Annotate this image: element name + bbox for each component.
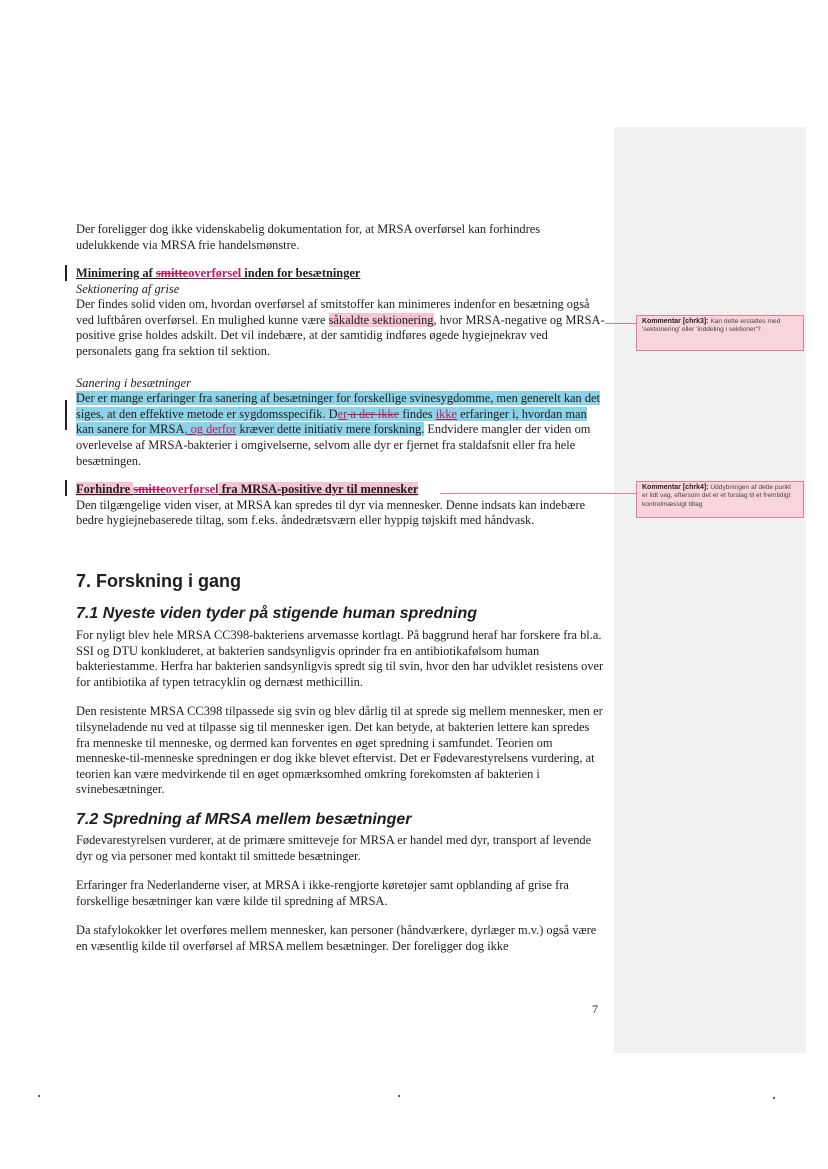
subheading-sanering: Sanering i besætninger [76,375,191,390]
comment-label: Kommentar [chrk3]: [642,318,709,325]
section-heading: Forhindre smitteoverførsel fra MRSA-positive dyr til mennesker [76,482,419,496]
intro-text: Der foreligger dog ikke videnskabelig dokumentation for, at MRSA overførsel kan forhindres udelukkende via MRSA frie handelsmønstre. [76,222,541,252]
subheading-sektionering: Sektionering af grise [76,281,180,296]
paragraph: Den resistente MRSA CC398 tilpassede sig svin og blev dårlig til at sprede sig mellem mennesker, men er tilsyneladende nu ved at tilpasse sig til mennesker igen. Det kan betyde, at bakterien lettere kan spredes fra menneske til menneske, og dermed kan forventes en øget spredning i samfundet. Teorien om menneske-til-menneske spredningen er dog ikke blevet eftervist. Det er Fødevarestyrelsens vurdering, at teorien kan være medvirkende til en øget opmærksomhed omkring forekomsten af bakterien i svinebesætninger. [76,704,603,797]
comment-label: Kommentar [chrk4]: [642,484,709,491]
scan-speck [773,1097,775,1099]
section-title-7-2: 7.2 Spredning af MRSA mellem besætninger [76,811,412,828]
section-minimering [76,266,606,469]
page-number: 7 [592,1002,598,1016]
paragraph: Fødevarestyrelsen vurderer, at de primære smitteveje for MRSA er handel med dyr, transport af levende dyr og via personer med kontakt til smittede besætninger. [76,833,592,863]
scan-speck [38,1095,40,1097]
scan-speck [398,1095,400,1097]
comment-connector [440,493,636,494]
comment-balloon[interactable] [636,481,804,518]
chapter-title: 7. Forskning i gang [76,571,242,591]
comment-text: Uddybningen af dette punkt er lidt vag, eftersom det er et forslag til et fremtidigt kontrolmæssigt tiltag [642,484,792,508]
section-7-2 [76,833,606,955]
change-bar [65,400,67,430]
paragraph-forhindre: Den tilgængelige viden viser, at MRSA kan spredes til dyr via mennesker. Denne indsats kan indebære bedre hygiejnebaserede tiltag, som f.eks. åndedrætsværn eller hyppig tøjskift med håndvask. [76,497,586,528]
section-title-7-1: 7.1 Nyeste viden tyder på stigende human spredning [76,605,477,622]
comment-connector [605,323,636,324]
section-7-1 [76,628,606,798]
paragraph: Erfaringer fra Nederlanderne viser, at MRSA i ikke-rengjorte køretøjer samt opblanding af grise fra forskellige besætninger kan være kilde til spredning af MRSA. [76,878,569,908]
paragraph: Da stafylokokker let overføres mellem mennesker, kan personer (håndværkere, dyrlæger m.v.) også være en væsentlig kilde til overførsel af MRSA mellem besætninger. Der foreligger dog ikke [76,923,597,953]
change-bar [65,480,67,496]
comment-text: Kan dette erstattes med 'sektionering' eller 'inddeling i sektioner'? [642,318,781,334]
paragraph: For nyligt blev hele MRSA CC398-bakteriens arvemasse kortlagt. På baggrund heraf har forskere fra bl.a. SSI og DTU konkluderet, at bakterien sandsynligvis oprinder fra en antibiotikafølsom human bakteriestamme. Herfra har bakterien sandsynligvis spredt sig til svin, hvor den har udviklet resistens over for antibiotika af typen tetracyklin og dernæst methicillin. [76,628,604,689]
section-forhindre [76,482,606,529]
change-bar [65,265,67,281]
comment-balloon[interactable] [636,315,804,351]
section-heading: Minimering af smitteoverførsel inden for besætninger [76,266,361,280]
paragraph-sanering: Der er mange erfaringer fra sanering af besætninger for forskellige svinesygdomme, men generelt kan det siges, at den effektive metode er sygdomsspecifik. Der a der ikke findes ikke erfaringer i, hvordan man kan sanere for MRSA, og derfor kræver dette initiativ mere forskning. Endvidere mangler der viden om overlevelse af MRSA-bakterier i omgivelserne, selvom alle dyr er fjernet fra staldafsnit eller fra hele besætningen. [76,391,600,468]
comment-margin-panel [614,127,806,1053]
paragraph-sektionering: Der findes solid viden om, hvordan overførsel af smitstoffer kan minimeres indenfor en besætning også ved luftbåren overførsel. En mulighed kunne være såkaldte sektionering, hvor MRSA-negative og MRSA-positive grise holdes adskilt. Det vil indebære, at der samtidig indføres øgede hygiejnekrav ved personalets gang fra sektion til sektion. [76,297,605,358]
commented-text: såkaldte sektionering [328,312,434,327]
intro-paragraph [76,222,606,253]
